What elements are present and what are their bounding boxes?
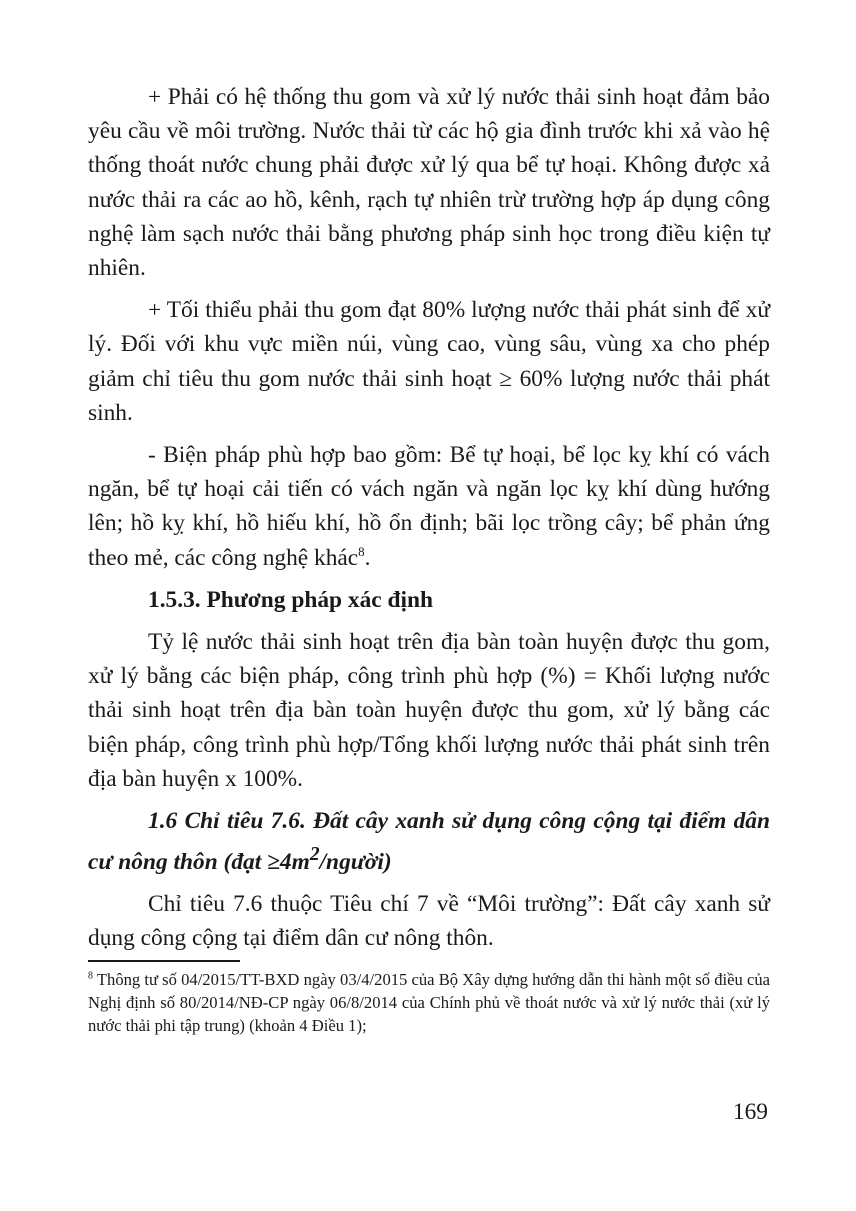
page-number: 169 xyxy=(732,1099,768,1125)
footnote xyxy=(88,968,770,1038)
footnote-divider xyxy=(88,960,240,962)
heading-superscript: 2 xyxy=(309,844,320,866)
paragraph-criterion-description: Chỉ tiêu 7.6 thuộc Tiêu chí 7 về “Môi trường”: Đất cây xanh sử dụng công cộng tại điểm dân cư nông thôn. xyxy=(88,891,770,952)
section-heading-method: 1.5.3. Phương pháp xác định xyxy=(148,586,434,613)
footnote-text: Thông tư số 04/2015/TT-BXD ngày 03/4/2015 của Bộ Xây dựng hướng dẫn thi hành một số điều của Nghị định số 80/2014/NĐ-CP ngày 06/8/2014 của Chính phủ về thoát nước và xử lý nước thải (xử lý nước thải phi tập trung) (khoản 4 Điều 1); xyxy=(88,969,770,1036)
page-content xyxy=(88,80,770,1037)
footnote-number: 8 xyxy=(88,970,93,982)
paragraph-suitable-measures-end: . xyxy=(364,544,371,571)
heading-criterion-end: /người) xyxy=(319,849,392,876)
section-heading-criterion-7-6 xyxy=(88,804,770,879)
paragraph-formula: Tỷ lệ nước thải sinh hoạt trên địa bàn toàn huyện được thu gom, xử lý bằng các biện pháp, công trình phù hợp (%) = Khối lượng nước thải sinh hoạt trên địa bàn toàn huyện được thu gom, xử lý bằng các biện pháp, công trình phù hợp/Tổng khối lượng nước thải phát sinh trên địa bàn huyện x 100%. xyxy=(88,629,770,792)
paragraph-suitable-measures xyxy=(88,438,770,575)
paragraph-suitable-measures-text: - Biện pháp phù hợp bao gồm: Bể tự hoại, bể lọc kỵ khí có vách ngăn, bể tự hoại cải tiến có vách ngăn và ngăn lọc kỵ khí dùng hướng lên; hồ kỵ khí, hồ hiếu khí, hồ ổn định; bãi lọc trồng cây; bể phản ứng theo mẻ, các công nghệ khác xyxy=(88,442,770,571)
paragraph-collection-rate: + Tối thiểu phải thu gom đạt 80% lượng nước thải phát sinh để xử lý. Đối với khu vực miền núi, vùng cao, vùng sâu, vùng xa cho phép giảm chỉ tiêu thu gom nước thải sinh hoạt ≥ 60% lượng nước thải phát sinh. xyxy=(88,297,770,426)
footnote-reference: 8 xyxy=(358,543,365,559)
paragraph-wastewater-system: + Phải có hệ thống thu gom và xử lý nước thải sinh hoạt đảm bảo yêu cầu về môi trường. Nước thải từ các hộ gia đình trước khi xả vào hệ thống thoát nước chung phải được xử lý qua bể tự hoại. Không được xả nước thải ra các ao hồ, kênh, rạch tự nhiên trừ trường hợp áp dụng công nghệ làm sạch nước thải bằng phương pháp sinh học trong điều kiện tự nhiên. xyxy=(88,84,770,282)
heading-criterion-text: 1.6 Chỉ tiêu 7.6. Đất cây xanh sử dụng công cộng tại điểm dân cư nông thôn (đạt ≥4m xyxy=(88,808,770,876)
